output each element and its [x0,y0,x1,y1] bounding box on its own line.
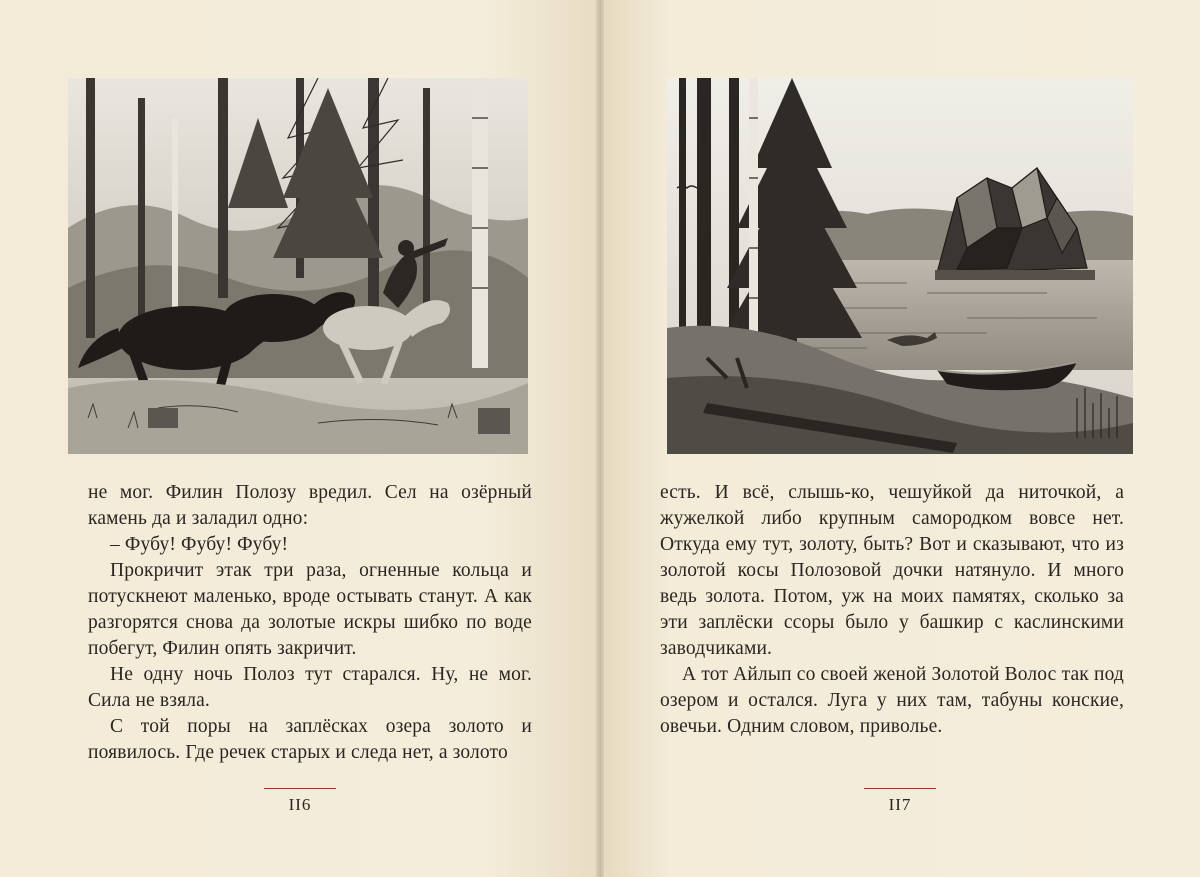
paragraph: – Фубу! Фубу! Фубу! [110,534,289,555]
paragraph: Прокричит этак три раза, огненные кольца и потускнеют маленько, вроде остывать станут. А как разгорятся снова да золотые искры шибко по воде побегут, Филин опять закричит. [88,560,532,659]
page-number: II7 [888,795,912,814]
lake-with-rock-and-boat-illustration [667,78,1133,454]
paragraph: Не одну ночь Полоз тут старался. Ну, не мог. Сила не взяла. [88,664,532,711]
paragraph: есть. И всё, слышь-ко, чешуйкой да ниточкой, а жужелкой либо крупным самородком вовсе нет. Откуда ему тут, золоту, быть? Вот и сказывают, что из золотой косы Полозовой дочки натянуло. И много ведь золота. Потом, уж на моих памятях, сколько за эти заплёски ссоры было у башкир с каслинскими заводчиками. [660,482,1124,659]
left-page-text [88,480,532,766]
paragraph: С той поры на заплёсках озера золото и появилось. Где речек старых и следа нет, а золото [88,716,532,763]
page-number-rule [864,788,936,789]
page-number-rule [264,788,336,789]
paragraph: не мог. Филин Полозу вредил. Сел на озёрный камень да и заладил одно: [88,482,532,529]
page-number: II6 [288,795,312,814]
paragraph: А тот Айлып со своей женой Золотой Волос так под озером и остался. Луга у них там, табуны конские, овечьи. Одним словом, приволье. [660,664,1124,737]
book-gutter [596,0,604,877]
right-page [600,0,1200,877]
right-page-text [660,480,1124,740]
horses-in-forest-illustration [68,78,528,454]
